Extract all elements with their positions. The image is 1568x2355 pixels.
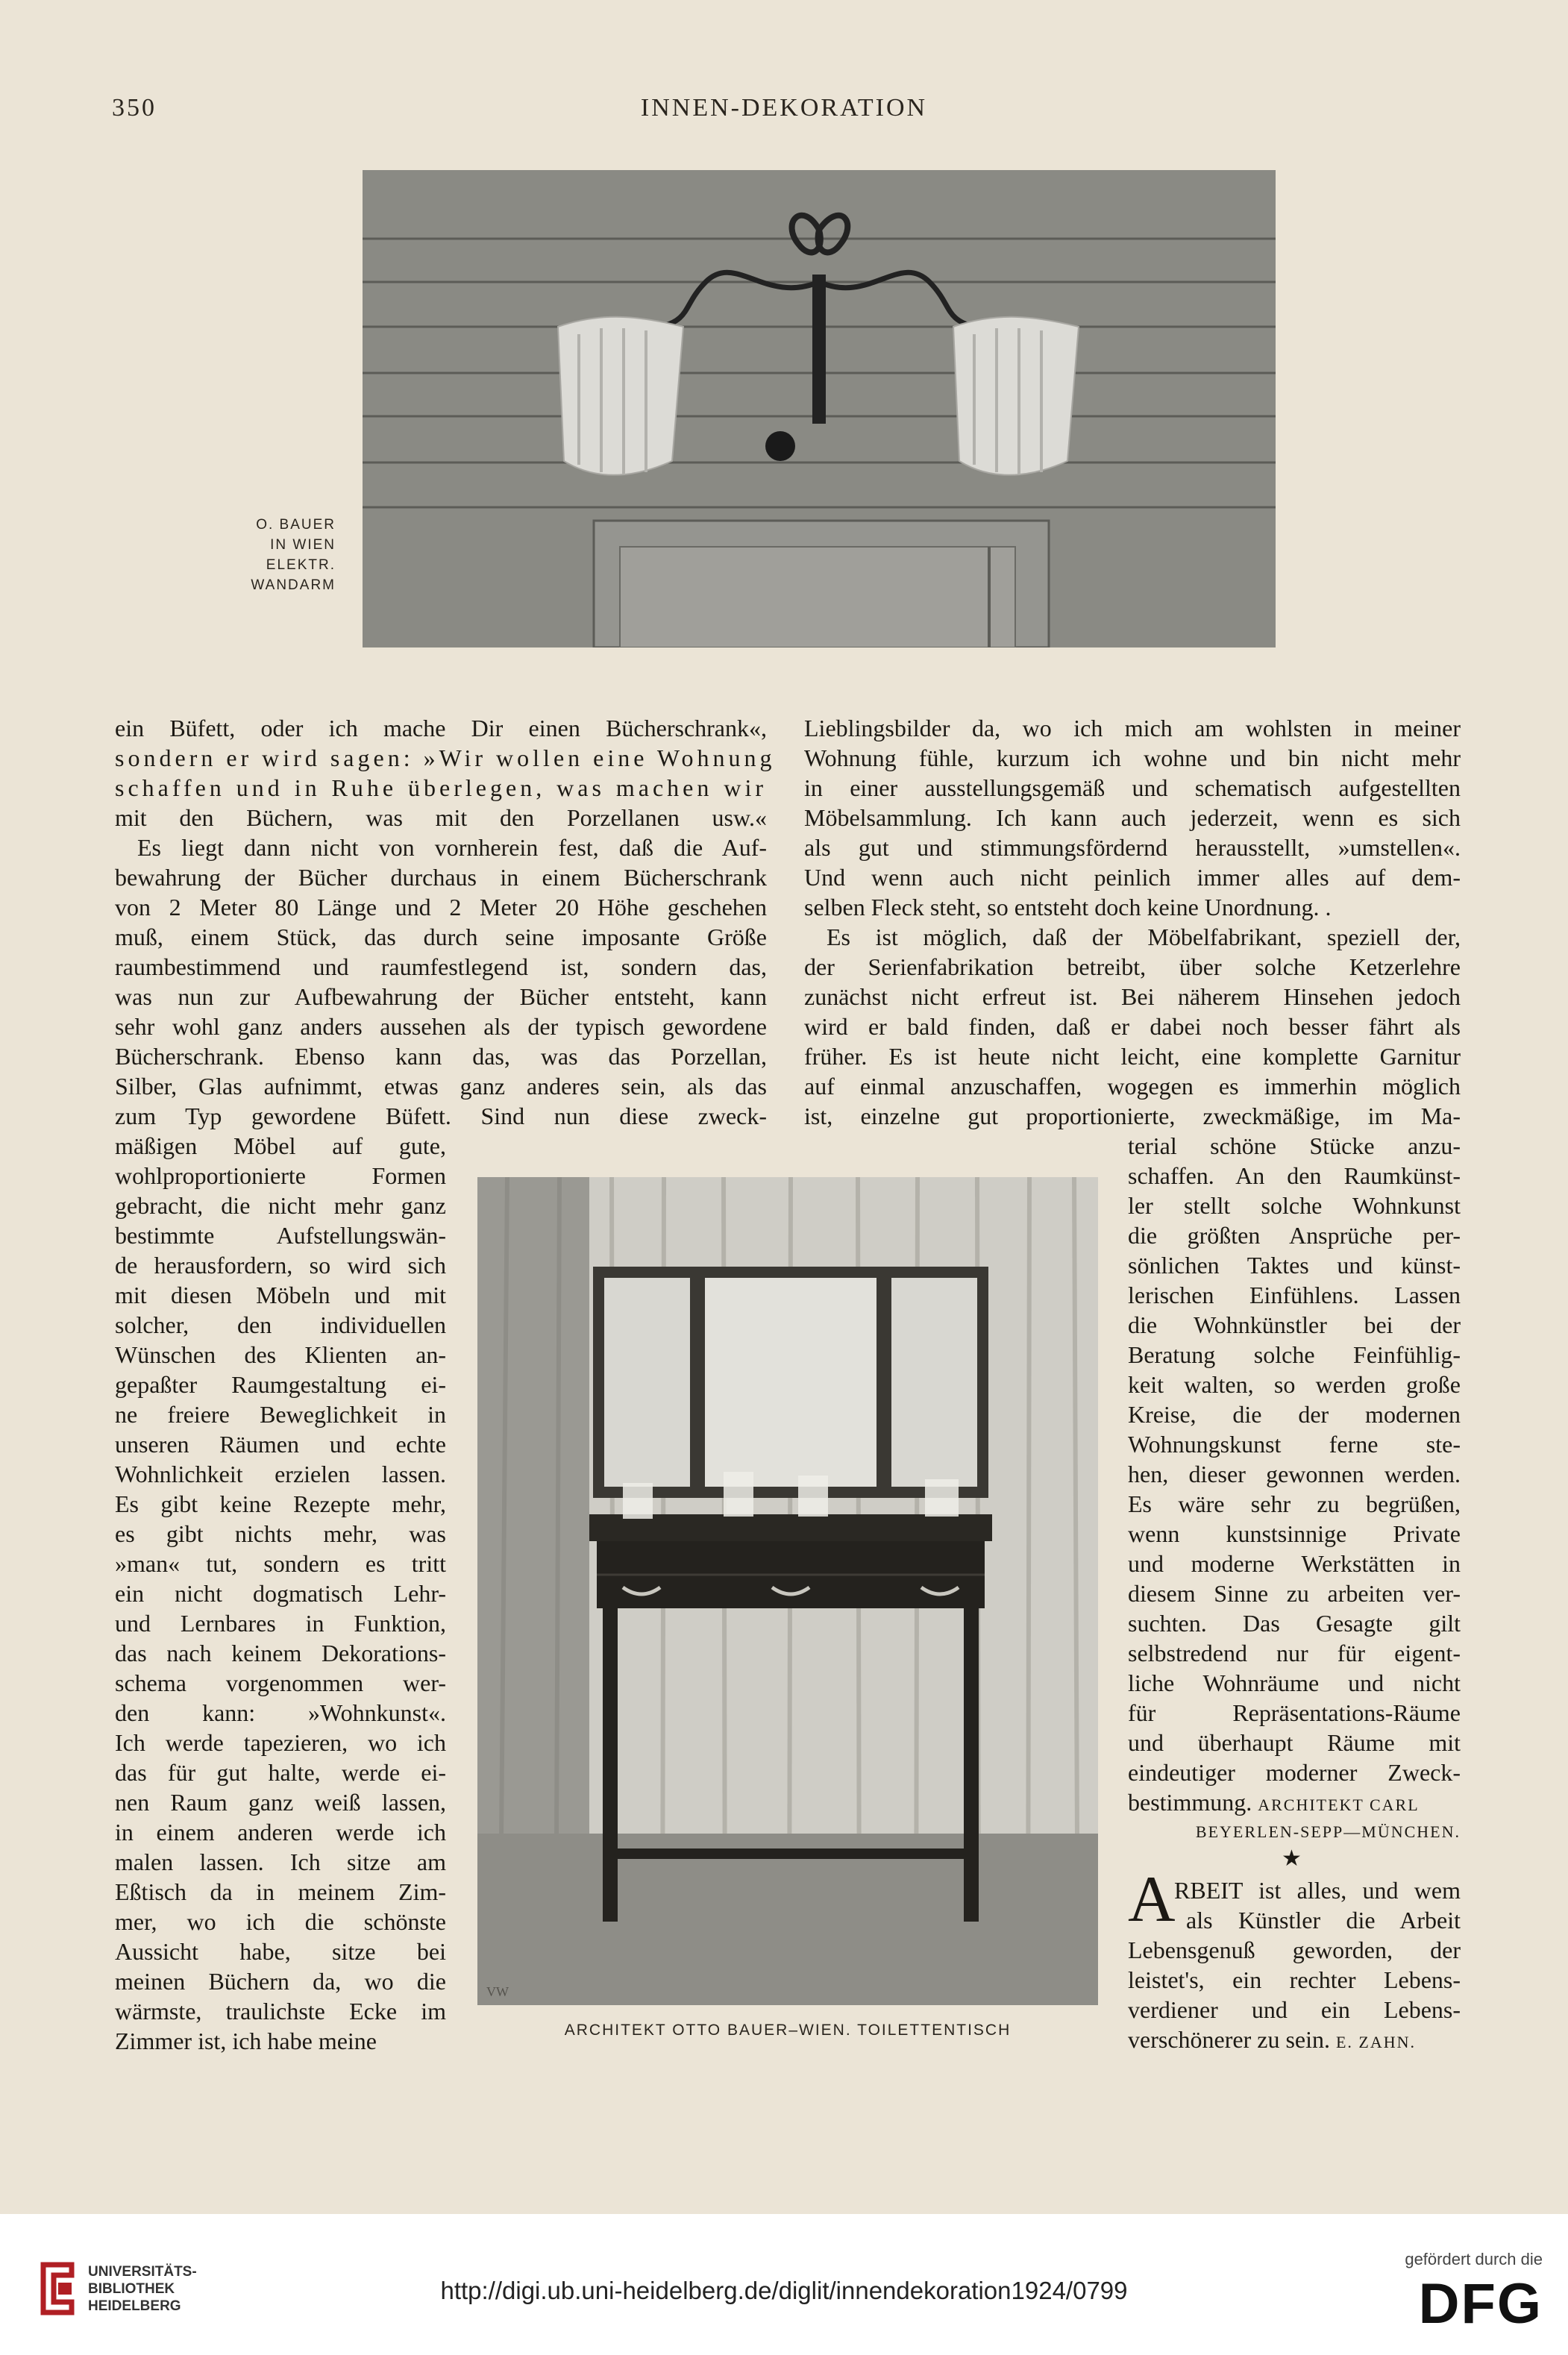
text-line: schaffen und in Ruhe überlegen, was machen wir <box>115 774 767 801</box>
text-line: sönlichen Taktes und künst- <box>1128 1252 1461 1279</box>
text-line: mit den Büchern, was mit den Porzellanen usw.« <box>115 804 767 831</box>
text-line: in einer ausstellungsgemäß und schematisch aufgestellten <box>804 774 1461 801</box>
text-line: Wohnungskunst ferne ste- <box>1128 1431 1461 1458</box>
text-line: schaffen. An den Raumkünst- <box>1128 1162 1461 1189</box>
text-line: ist, einzelne gut proportionierte, zweckmäßige, im Ma- <box>804 1103 1461 1129</box>
drop-cap: A <box>1128 1863 1176 1936</box>
text-line: malen lassen. Ich sitze am <box>115 1848 446 1875</box>
text-line: der Serienfabrikation betreibt, über solche Ketzerlehre <box>804 953 1461 980</box>
text-line: suchten. Das Gesagte gilt <box>1128 1610 1461 1637</box>
text-line: schema vorgenommen wer- <box>115 1669 446 1696</box>
text-line: Möbelsammlung. Ich kann auch jederzeit, wenn es sich <box>804 804 1461 831</box>
text-line: sondern er wird sagen: »Wir wollen eine Wohnung <box>115 744 776 771</box>
dfg-logo: DFG <box>1418 2272 1543 2336</box>
author-credit-line <box>1128 1787 1461 1820</box>
quote-line: RBEIT ist alles, und wem <box>1174 1877 1461 1904</box>
figure1-caption <box>224 515 336 595</box>
text-line: Eßtisch da in meinem Zim- <box>115 1878 446 1905</box>
funder-text: gefördert durch die <box>1405 2250 1543 2268</box>
quote-line: verdiener und ein Lebens- <box>1128 1996 1461 2023</box>
text-line: wohlproportionierte Formen <box>115 1162 446 1189</box>
quote-last-line <box>1128 2025 1461 2057</box>
text-line: mit diesen Möbeln und mit <box>115 1282 446 1308</box>
text-line: von 2 Meter 80 Länge und 2 Meter 20 Höhe geschehen <box>115 894 767 921</box>
quote-line: Lebensgenuß geworden, der <box>1128 1937 1461 1963</box>
dressing-table-illustration <box>477 1177 1098 2005</box>
library-name-line: HEIDELBERG <box>88 2298 181 2314</box>
text-line: Es wäre sehr zu begrüßen, <box>1128 1490 1461 1517</box>
figure1-caption-line: O. BAUER <box>256 517 336 533</box>
text-line: als gut und stimmungsfördernd herausstellt, »umstellen«. <box>804 834 1461 861</box>
text-line: selbstredend nur für eigent- <box>1128 1640 1461 1666</box>
text-line: Ich werde tapezieren, wo ich <box>115 1729 446 1756</box>
text-line: zum Typ gewordene Büfett. Sind nun diese zweck- <box>115 1103 767 1129</box>
text-line: ne freiere Beweglichkeit in <box>115 1401 446 1428</box>
library-name-line: UNIVERSITÄTS- <box>88 2264 197 2280</box>
text-line: die Wohnkünstler bei der <box>1128 1311 1461 1338</box>
text-line: Bücherschrank. Ebenso kann das, was das Porzellan, <box>115 1043 767 1070</box>
text-line: Wohnlichkeit erzielen lassen. <box>115 1461 446 1487</box>
text-line: meinen Büchern da, wo die <box>115 1968 446 1995</box>
text-line: hen, dieser gewonnen werden. <box>1128 1461 1461 1487</box>
text-line: keit walten, so werden große <box>1128 1371 1461 1398</box>
text-line: Aussicht habe, sitze bei <box>115 1938 446 1965</box>
text-line: bestimmte Aufstellungswän- <box>115 1222 446 1249</box>
text-line: terial schöne Stücke anzu- <box>1128 1132 1461 1159</box>
text-line: liche Wohnräume und nicht <box>1128 1669 1461 1696</box>
text-line: auf einmal anzuschaffen, wogegen es immerhin möglich <box>804 1073 1461 1100</box>
text-line: das nach keinem Dekorations- <box>115 1640 446 1666</box>
text-line: und überhaupt Räume mit <box>1128 1729 1461 1756</box>
digitization-footer <box>0 2214 1568 2355</box>
quote-line: verschönerer zu sein. <box>1128 2026 1330 2053</box>
figure1-caption-line: IN WIEN <box>270 537 336 553</box>
text-line: nen Raum ganz weiß lassen, <box>115 1789 446 1816</box>
text-line: mer, wo ich die schönste <box>115 1908 446 1935</box>
text-line: die größten Ansprüche per- <box>1128 1222 1461 1249</box>
figure2-caption: ARCHITEKT OTTO BAUER–WIEN. TOILETTENTISCH <box>564 2022 1012 2039</box>
text-line: mäßigen Möbel auf gute, <box>115 1132 446 1159</box>
text-line: wärmste, traulichste Ecke im <box>115 1998 446 2025</box>
text-line: de herausfordern, so wird sich <box>115 1252 446 1279</box>
text-line: und moderne Werkstätten in <box>1128 1550 1461 1577</box>
text-line: ler stellt solche Wohnkunst <box>1128 1192 1461 1219</box>
text-line: Silber, Glas aufnimmt, etwas ganz anderes sein, als das <box>115 1073 767 1100</box>
text-line: Lieblingsbilder da, wo ich mich am wohlsten in meiner <box>804 715 1461 741</box>
author-credit: ARCHITEKT CARL <box>1258 1796 1420 1814</box>
text-line: das für gut halte, werde ei- <box>115 1759 446 1786</box>
text-line: unseren Räumen und echte <box>115 1431 446 1458</box>
text-line: was nun zur Aufbewahrung der Bücher entsteht, kann <box>115 983 767 1010</box>
text-line: es gibt nichts mehr, was <box>115 1520 446 1547</box>
text-line: eindeutiger moderner Zweck- <box>1128 1759 1461 1786</box>
text-line: und Lernbares in Funktion, <box>115 1610 446 1637</box>
text-line: Es gibt keine Rezepte mehr, <box>115 1490 446 1517</box>
text-line: raumbestimmend und raumfestlegend ist, sondern das, <box>115 953 767 980</box>
text-line: zunächst nicht erfreut ist. Bei näherem Hinsehen jedoch <box>804 983 1461 1010</box>
text-line: lerischen Einfühlens. Lassen <box>1128 1282 1461 1308</box>
star-ornament: ★ <box>1282 1846 1302 1871</box>
text-line: wird er bald finden, daß er dabei noch besser fährt als <box>804 1013 1461 1040</box>
text-line: »man« tut, sondern es tritt <box>115 1550 446 1577</box>
wall-lamp-illustration <box>363 170 1276 647</box>
text-line: Beratung solche Feinfühlig- <box>1128 1341 1461 1368</box>
running-head: INNEN-DEKORATION <box>640 94 928 122</box>
text-line: gepaßter Raumgestaltung ei- <box>115 1371 446 1398</box>
text-line: bewahrung der Bücher durchaus in einem Bücherschrank <box>115 864 767 891</box>
text-line: früher. Es ist heute nicht leicht, eine komplette Garnitur <box>804 1043 1461 1070</box>
text-line: diesem Sinne zu arbeiten ver- <box>1128 1580 1461 1607</box>
text-line: muß, einem Stück, das durch seine imposante Größe <box>115 924 767 950</box>
text-line: Es liegt dann nicht von vornherein fest, daß die Auf- <box>137 834 767 861</box>
text-line: ein Büfett, oder ich mache Dir einen Bücherschrank«, <box>115 715 767 741</box>
library-name-line: BIBLIOTHEK <box>88 2281 175 2297</box>
text-line: Und wenn auch nicht peinlich immer alles auf dem- <box>804 864 1461 891</box>
quote-line: leistet's, ein rechter Lebens- <box>1128 1966 1461 1993</box>
photo-signature: VW <box>486 1984 509 1999</box>
text-line: selben Fleck steht, so entsteht doch keine Unordnung. . <box>804 894 1332 921</box>
text-line: Kreise, die der modernen <box>1128 1401 1461 1428</box>
text-line: ein nicht dogmatisch Lehr- <box>115 1580 446 1607</box>
text-line: bestimmung. <box>1128 1789 1252 1816</box>
quote-line: als Künstler die Arbeit <box>1186 1907 1461 1934</box>
text-line: wenn kunstsinnige Private <box>1128 1520 1461 1547</box>
text-line: Wünschen des Klienten an- <box>115 1341 446 1368</box>
text-line: sehr wohl ganz anders aussehen als der typisch gewordene <box>115 1013 767 1040</box>
text-line: den kann: »Wohnkunst«. <box>115 1699 446 1726</box>
source-url[interactable]: http://digi.ub.uni-heidelberg.de/diglit/innendekoration1924/0799 <box>440 2277 1128 2304</box>
text-line: für Repräsentations-Räume <box>1128 1699 1461 1726</box>
author-credit: BEYERLEN-SEPP—MÜNCHEN. <box>1195 1822 1461 1841</box>
figure1-photo <box>363 170 1276 647</box>
figure1-caption-line: WANDARM <box>251 577 336 593</box>
text-line: solcher, den individuellen <box>115 1311 446 1338</box>
text-line: in einem anderen werde ich <box>115 1819 446 1846</box>
page-number: 350 <box>112 94 157 122</box>
text-line: Es ist möglich, daß der Möbelfabrikant, speziell der, <box>827 924 1461 950</box>
figure2-photo <box>477 1177 1098 2005</box>
quote-author: E. ZAHN. <box>1335 2033 1417 2051</box>
text-line: Zimmer ist, ich habe meine <box>115 2028 377 2054</box>
text-line: Wohnung fühle, kurzum ich wohne und bin nicht mehr <box>804 744 1461 771</box>
figure1-caption-line: ELEKTR. <box>266 557 336 573</box>
text-line: gebracht, die nicht mehr ganz <box>115 1192 446 1219</box>
